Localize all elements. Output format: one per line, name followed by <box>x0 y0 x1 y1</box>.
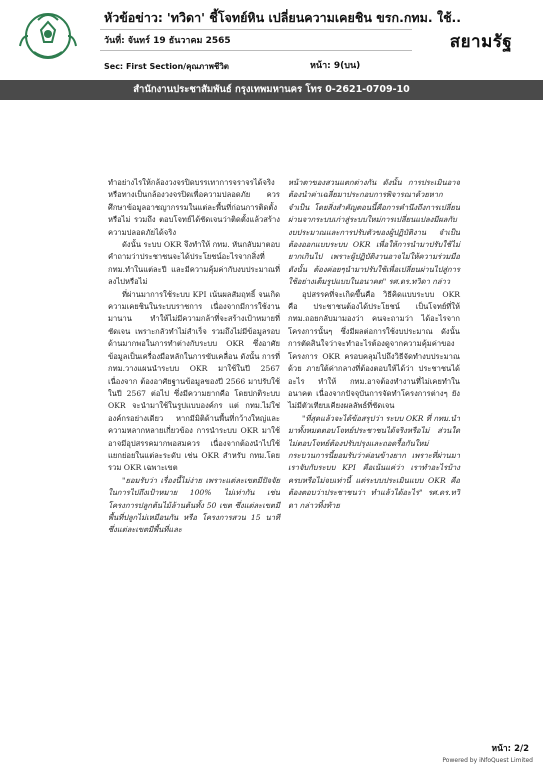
dateline <box>104 33 231 47</box>
paragraph: ดังนั้น ระบบ OKR จึงทำให้ กทม. หันกลับมาตอบคำถามว่าประชาชนจะได้ประโยชน์อะไรจากสิ่งที่ กทม.ทำในแต่ละปี และมีความคุ้มค่ากับงบประมาณที่ลงไปหรือไม่ <box>108 240 280 287</box>
headline-label: หัวข้อข่าว: <box>104 10 163 25</box>
section-value: First Section/คุณภาพชีวิต <box>125 62 229 71</box>
page-label: หน้า: <box>310 61 331 71</box>
newspaper-brand: สยามรัฐ <box>449 32 513 52</box>
quote-paragraph: "ยอมรับว่า เรื่องนี้ไม่ง่าย เพราะแต่ละเขตมีปัจจัยในการไปถึงเป้าหมาย 100% ไม่เท่ากัน เช่น โครงการปลูกต้นไม้ล้านต้นทั้ง 50 เขต ซึ่งแต่ละเขตมีพื้นที่ปลูกไม่เหมือนกัน หรือ โครงการสวน 15 นาที ซึ่งแต่ละเขตมีพื้นที่และ <box>108 475 280 535</box>
date-value: จันทร์ 19 ธันวาคม 2565 <box>127 36 231 46</box>
headline <box>104 8 462 28</box>
page-ref <box>310 58 360 72</box>
page-value: 9(บน) <box>333 61 361 71</box>
footer-page-label: หน้า: <box>491 744 512 754</box>
divider <box>100 50 412 51</box>
paragraph: ที่ผ่านมาการใช้ระบบ KPI เน้นผลสัมฤทธิ์ จนเกิดความเคยชินในระบบราชการ เนื่องจากมีการใช้งานมานาน ทำให้ไม่มีความกล้าที่จะสร้างเป้าหมายที่ชัดเจน เพราะกลัวทำไม่สำเร็จ รวมถึงไม่มีข้อมูลรอบด้านมากพอในการทำต่างกับระบบ OKR ซึ่งอาศัยข้อมูลเป็นเครื่องมือหลักในการขับเคลื่อน ดังนั้น การที่ กทม.วางแผนนำระบบ OKR มาใช้ในปี 2567 เนื่องจาก ต้องอาศัยฐานข้อมูลของปี 2566 มาปรับใช้ในปี 2567 ต่อไป ซึ่งมีความยากคือ โดยปกติระบบ OKR จะนำมาใช้ในรูปแบบองค์กร แต่ กทม.ไม่ใช่องค์กรอย่างเดียว หากมีมิติด้านพื้นที่กว้างใหญ่และความหลากหลายเกี่ยวข้อง การนำระบบ OKR มาใช้อาจมีอุปสรรคมากพอสมควร เนื่องจากต้องนำไปใช้แยกย่อยในแต่ละระดับ เช่น OKR สำหรับ กทม.โดยรวม OKR เฉพาะเขต <box>108 289 280 473</box>
office-bar: สำนักงานประชาสัมพันธ์ กรุงเทพมหานคร โทร 0-2621-0709-10 <box>0 80 543 100</box>
paragraph: อุปสรรคที่จะเกิดขึ้นคือ วิธีคิดแบบระบบ OKR คือ ประชาชนต้องได้ประโยชน์ เป็นโจทย์ที่ให้ กทม.ถอยกลับมามองว่า คนจะถามว่า ได้อะไรจากโครงการนั้นๆ ซึ่งมีผลต่อการใช้งบประมาณ ดังนั้น การตัดสินใจว่าจะทำอะไรต้องดูจากความคุ้มค่าของโครงการ OKR ครอบคลุมไปถึงวิธีจัดทำงบประมาณด้วย ภายใต้ค่ากลางที่ต้องตอบให้ได้ว่า ประชาชนได้อะไร ทำให้ กทม.อาจต้องทำงานที่ไม่เคยทำในอนาคต เนื่องจากปัจจุบันการจัดทำโครงการต่างๆ ยังไม่มีตัวเทียบเคียงผลลัพธ์ที่ชัดเจน <box>288 289 460 411</box>
section-label: Sec: <box>104 62 124 71</box>
quote-paragraph: "ที่สุดแล้วจะได้ข้อสรุปว่า ระบบ OKR ที่ กทม.นำมาทั้งหมดตอบโจทย์ประชาชนได้จริงหรือไม่ ส่วนใดไม่ตอบโจทย์ต้องปรับปรุงและถอดรื้อกันใหม่ กระบวนการนี้ยอมรับว่าค่อนข้างยาก เพราะที่ผ่านมาเราจับกับระบบ KPI คือเน้นแค่ว่า เราทำอะไรบ้าง ครบหรือไม่จบเท่านี้ แต่ระบบประเมินแบบ OKR คือ ต้องตอบว่าประชาชนว่า ทำแล้วได้อะไร" รศ.ดร.ทวิดา กล่าวทิ้งท้าย <box>288 413 460 510</box>
powered-by: Powered by iNfoQuest Limited <box>442 757 533 764</box>
divider <box>100 29 412 30</box>
headline-text: 'ทวิดา' ชี้โจทย์หิน เปลี่ยนความเคยชิน ขรก.กทม. ใช้.. <box>166 10 462 25</box>
section-line <box>104 60 229 73</box>
article-left-column <box>108 177 280 537</box>
bangkok-seal-icon <box>8 6 88 70</box>
date-label: วันที่: <box>104 36 125 46</box>
footer-page-value: 2/2 <box>514 744 529 754</box>
paragraph: ทำอย่างไรให้กล้องวงจรปิดบรรเทาการจราจรได้จริงหรือทางเป็นกล้องวงจรปิดเพื่อความปลอดภัย ควรศึกษาข้อมูลอาชญากรรมในแต่ละพื้นที่ก่อนการติดตั้งหรือไม่ รวมถึง ตอบโจทย์ได้ชัดเจนว่าติดตั้งแล้วสร้างความปลอดภัยได้จริง <box>108 178 280 237</box>
footer-page <box>492 741 530 755</box>
quote-paragraph: หน้าตาของสวนแตกต่างกัน ดังนั้น การประเมินอาจต้องนำค่าเฉลี่ยมาประกอบการพิจารณาด้วยหากจำเป็น โดยสิ่งสำคัญตอนนี้คือการคำนึงถึงการเปลี่ยนผ่านจากระบบเก่าสู่ระบบใหม่การเปลี่ยนแปลงมีผลกับงบประมาณและการปรับตัวของผู้ปฏิบัติงาน จำเป็นต้องออกแบบระบบ OKR เพื่อให้การนำมาปรับใช้ไม่ยากเกินไป เพราะผู้ปฏิบัติงานอาจไม่ให้ความร่วมมือ ดังนั้น ต้องค่อยๆนำมาปรับใช้เพื่อเปลี่ยนผ่านไปสู่การใช้อย่างเต็มรูปแบบในอนาคต" รศ.ดร.ทวิดา กล่าว <box>288 178 460 287</box>
article-right-column <box>288 177 460 512</box>
clipping-header <box>0 0 543 100</box>
